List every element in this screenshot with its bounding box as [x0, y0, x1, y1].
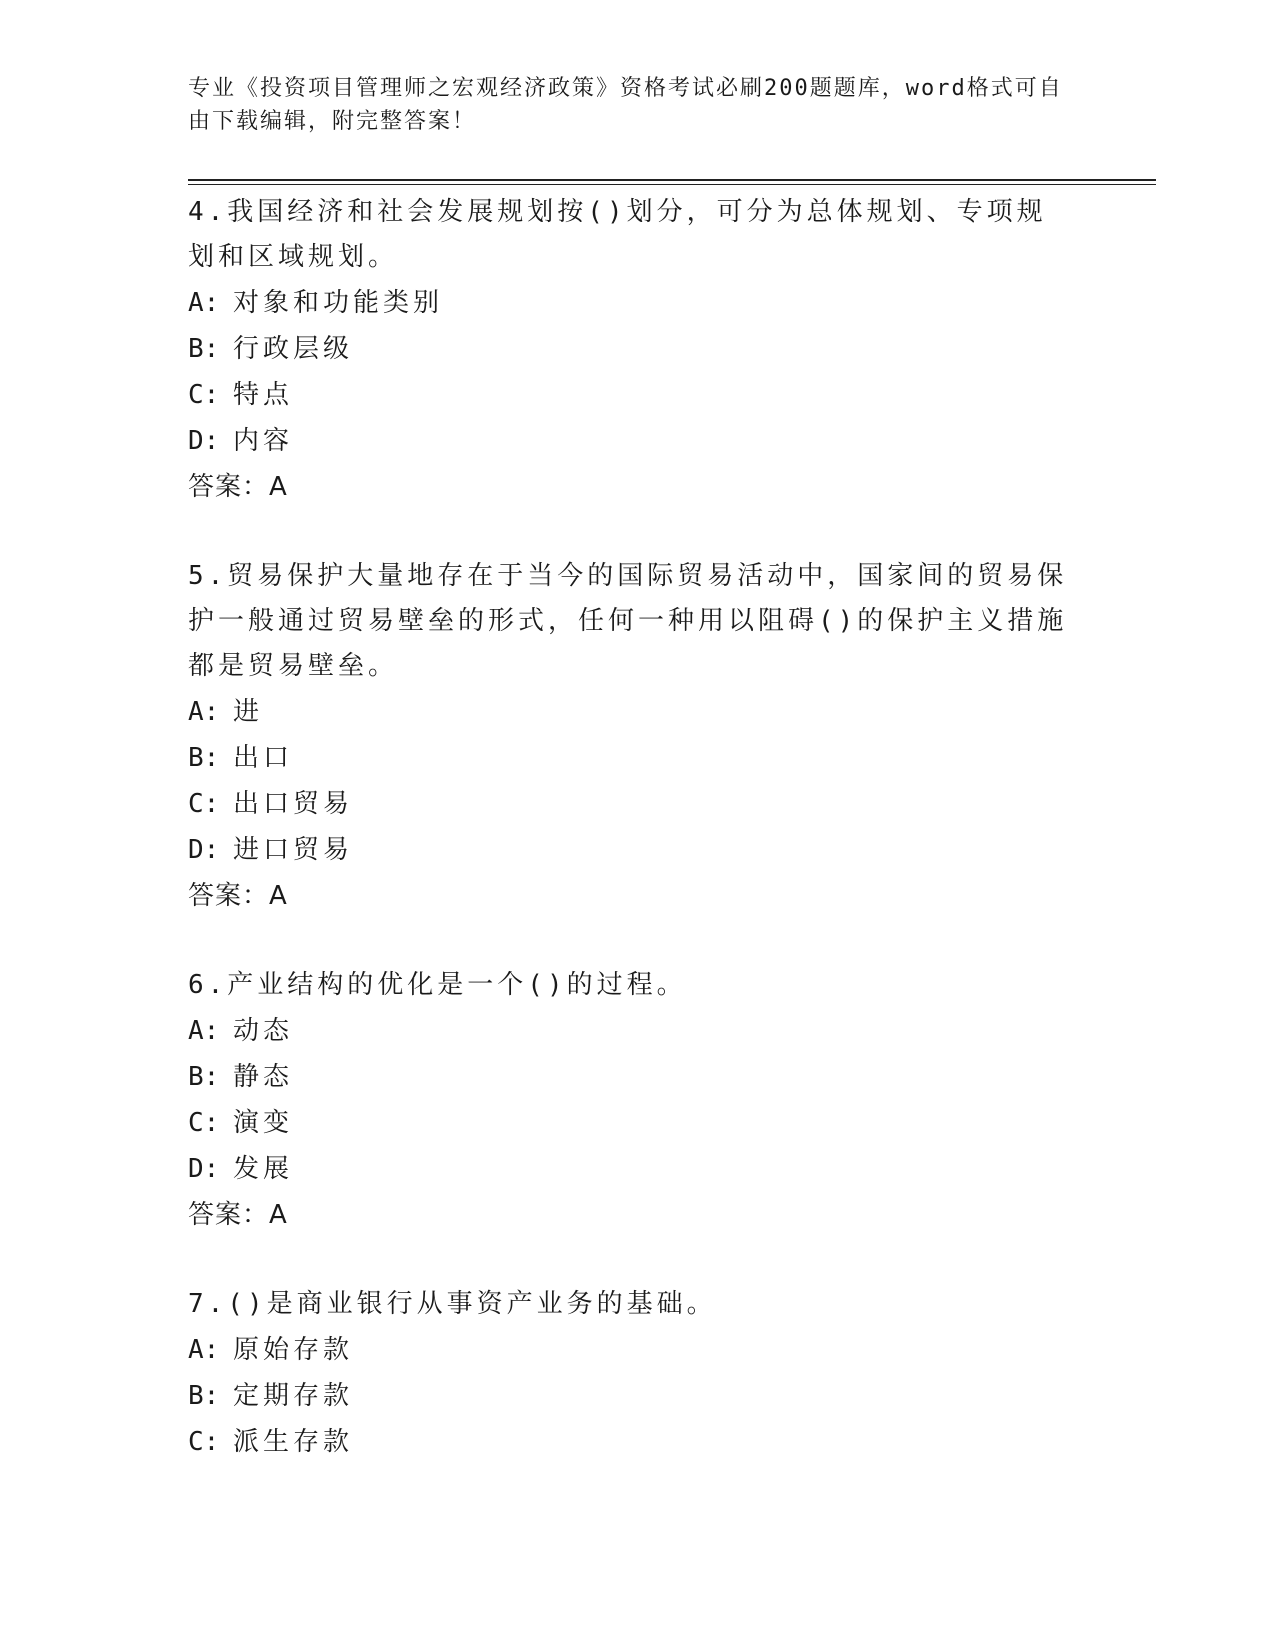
option-text: 发展: [233, 1154, 294, 1184]
option-c: [188, 1100, 1068, 1146]
question-list: [188, 190, 1068, 1465]
option-text: 动态: [233, 1016, 294, 1046]
header-divider-thick: [188, 179, 1156, 181]
option-letter: C:: [188, 380, 220, 410]
option-text: 行政层级: [233, 334, 354, 364]
option-text: 派生存款: [233, 1427, 354, 1457]
option-text: 演变: [233, 1108, 294, 1138]
answer-line: 答案：A: [188, 1200, 288, 1230]
option-d: [188, 1146, 1068, 1192]
option-letter: C:: [188, 1108, 220, 1138]
option-text: 进口贸易: [233, 835, 354, 865]
question-item: [188, 554, 1068, 919]
option-c: [188, 1419, 1068, 1465]
question-item: [188, 963, 1068, 1238]
answer-line: 答案：A: [188, 881, 288, 911]
option-c: [188, 372, 1068, 418]
option-b: [188, 326, 1068, 372]
question-stem: 4.我国经济和社会发展规划按()划分，可分为总体规划、专项规划和区域规划。: [188, 197, 1047, 272]
option-c: [188, 781, 1068, 827]
option-letter: D:: [188, 835, 220, 865]
option-letter: D:: [188, 1154, 220, 1184]
option-letter: A:: [188, 697, 220, 727]
option-text: 特点: [233, 380, 294, 410]
option-text: 进: [233, 697, 264, 727]
question-spacer: [188, 919, 1068, 963]
option-letter: C:: [188, 789, 220, 819]
question-spacer: [188, 1238, 1068, 1282]
option-letter: A:: [188, 1016, 220, 1046]
option-text: 出口贸易: [233, 789, 354, 819]
header-divider-thin: [188, 184, 1156, 185]
document-header: 专业《投资项目管理师之宏观经济政策》资格考试必刷200题题库，word格式可自由下载编辑，附完整答案！: [188, 76, 1063, 134]
option-letter: B:: [188, 1381, 220, 1411]
option-text: 出口: [233, 743, 294, 773]
option-letter: C:: [188, 1427, 220, 1457]
question-stem: 6.产业结构的优化是一个()的过程。: [188, 970, 687, 1000]
option-d: [188, 418, 1068, 464]
option-letter: B:: [188, 334, 220, 364]
option-letter: B:: [188, 743, 220, 773]
option-a: [188, 1008, 1068, 1054]
question-item: [188, 1282, 1068, 1465]
question-stem: 5.贸易保护大量地存在于当今的国际贸易活动中，国家间的贸易保护一般通过贸易壁垒的形式，任何一种用以阻碍()的保护主义措施都是贸易壁垒。: [188, 561, 1068, 681]
option-text: 内容: [233, 426, 294, 456]
option-b: [188, 735, 1068, 781]
option-text: 原始存款: [233, 1335, 354, 1365]
option-letter: A:: [188, 288, 220, 318]
option-text: 定期存款: [233, 1381, 354, 1411]
option-a: [188, 1327, 1068, 1373]
option-letter: A:: [188, 1335, 220, 1365]
question-spacer: [188, 510, 1068, 554]
option-b: [188, 1054, 1068, 1100]
option-d: [188, 827, 1068, 873]
option-letter: D:: [188, 426, 220, 456]
answer-line: 答案：A: [188, 472, 288, 502]
option-text: 对象和功能类别: [233, 288, 444, 318]
option-letter: B:: [188, 1062, 220, 1092]
option-a: [188, 280, 1068, 326]
option-b: [188, 1373, 1068, 1419]
option-a: [188, 689, 1068, 735]
question-stem: 7.()是商业银行从事资产业务的基础。: [188, 1289, 717, 1319]
question-item: [188, 190, 1068, 510]
option-text: 静态: [233, 1062, 294, 1092]
